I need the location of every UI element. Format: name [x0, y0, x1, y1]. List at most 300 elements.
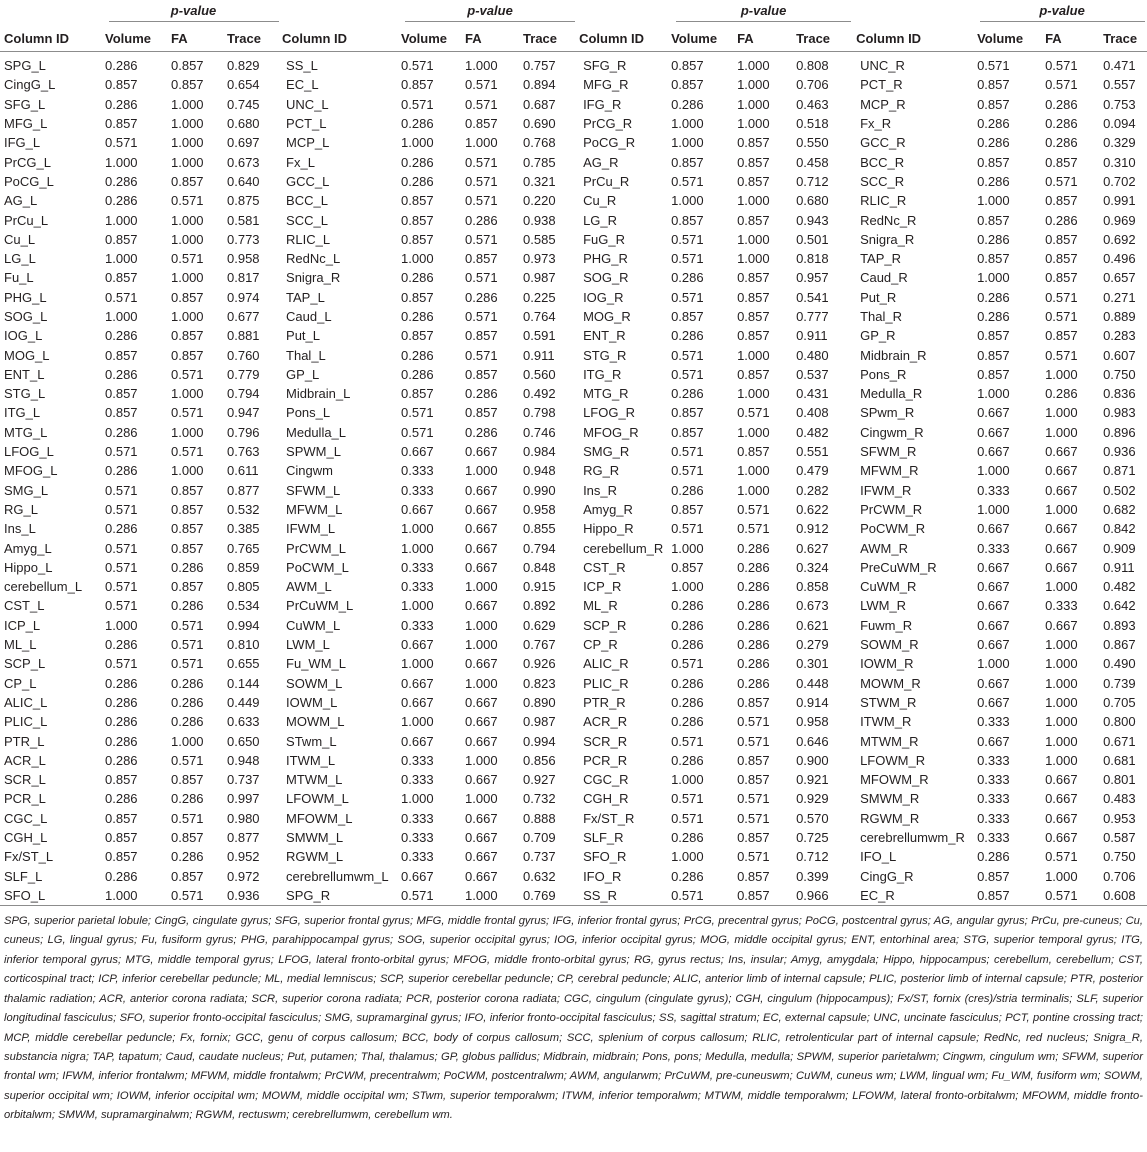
column-id-cell: MTWM_R [860, 733, 919, 749]
column-id-cell: MFG_R [583, 77, 629, 93]
fa-cell: 0.857 [737, 270, 770, 286]
trace-cell: 0.927 [523, 772, 556, 788]
trace-cell: 0.889 [1103, 309, 1136, 324]
column-id-cell: SFG_L [4, 96, 46, 112]
column-id-cell: PreCuWM_R [860, 559, 937, 575]
trace-cell: 0.697 [227, 135, 260, 151]
column-id-cell: PCT_R [860, 77, 903, 93]
fa-cell: 1.000 [737, 424, 770, 440]
volume-cell: 0.571 [671, 521, 704, 537]
fa-cell: 0.571 [171, 617, 204, 633]
trace-cell: 0.737 [227, 772, 260, 788]
column-id-cell: IFO_L [860, 849, 897, 865]
column-id-cell: CGC_R [583, 772, 629, 788]
volume-cell: 0.667 [977, 733, 1010, 749]
volume-cell: 0.333 [977, 830, 1010, 846]
column-id-cell: MCP_L [286, 135, 330, 151]
volume-cell: 0.286 [671, 617, 704, 633]
volume-cell: 0.571 [671, 231, 704, 247]
trace-cell: 0.958 [227, 251, 260, 267]
trace-cell: 0.750 [1103, 849, 1136, 865]
fa-cell: 0.857 [737, 154, 770, 170]
column-id-cell: SPG_R [282, 886, 401, 906]
trace-cell: 0.972 [227, 868, 260, 884]
fa-cell: 1.000 [1045, 637, 1078, 653]
table-row [0, 133, 1147, 152]
column-id-cell: AG_R [583, 154, 619, 170]
volume-cell: 0.286 [401, 116, 434, 132]
volume-cell: 0.286 [671, 637, 704, 653]
volume-cell: 1.000 [671, 772, 704, 788]
table-row [0, 75, 1147, 94]
trace-cell: 0.764 [523, 309, 556, 324]
trace-cell: 0.957 [796, 270, 829, 286]
volume-cell: 0.333 [401, 830, 434, 846]
table-row [0, 809, 1147, 828]
fa-cell: 0.857 [1045, 154, 1078, 170]
column-id-cell: IFWM_R [860, 482, 912, 498]
column-id-cell: ML_L [4, 637, 37, 653]
fa-cell: 1.000 [737, 77, 770, 93]
fa-cell: 1.000 [1045, 733, 1078, 749]
column-id-cell: SPwm_R [860, 405, 915, 421]
table-row [0, 461, 1147, 480]
volume-cell: 0.857 [105, 830, 138, 846]
fa-cell: 1.000 [1045, 868, 1078, 884]
volume-cell: 0.857 [977, 154, 1010, 170]
volume-cell: 0.333 [977, 772, 1010, 788]
table-row [0, 847, 1147, 866]
volume-cell: 0.857 [105, 270, 138, 286]
column-id-cell: SLF_L [4, 868, 43, 884]
trace-cell: 0.496 [1103, 251, 1136, 267]
volume-cell: 0.667 [977, 444, 1010, 460]
table-row [0, 365, 1147, 384]
trace-cell: 0.712 [796, 849, 829, 865]
fa-cell: 0.667 [1045, 617, 1078, 633]
volume-cell: 0.571 [671, 791, 704, 807]
table-body [0, 52, 1147, 906]
trace-cell: 0.282 [796, 482, 829, 498]
fa-cell: 0.667 [465, 830, 498, 846]
fa-header: FA [1045, 25, 1103, 52]
fa-cell: 0.286 [737, 598, 770, 614]
fa-cell: 0.857 [465, 366, 498, 382]
trace-cell: 0.673 [227, 154, 260, 170]
fa-cell: 0.857 [737, 135, 770, 151]
trace-cell: 0.144 [227, 675, 260, 691]
column-id-cell: SCC_R [860, 173, 905, 189]
volume-cell: 0.571 [401, 424, 434, 440]
volume-cell: 1.000 [105, 212, 138, 228]
volume-header: Volume [977, 25, 1045, 52]
column-id-cell: SFG_R [583, 58, 627, 74]
fa-cell: 0.286 [1045, 135, 1078, 151]
fa-cell: 1.000 [737, 231, 770, 247]
volume-cell: 0.286 [105, 868, 138, 884]
fa-cell: 0.571 [171, 656, 204, 672]
column-id-cell: MOG_L [4, 347, 50, 363]
trace-cell: 0.757 [523, 58, 556, 74]
volume-cell: 0.571 [401, 886, 465, 906]
volume-cell: 0.571 [671, 886, 737, 906]
table-row [0, 172, 1147, 191]
fa-cell: 1.000 [737, 96, 770, 112]
volume-cell: 0.667 [977, 617, 1010, 633]
trace-cell: 0.994 [523, 733, 556, 749]
fa-cell: 0.667 [465, 521, 498, 537]
volume-cell: 0.286 [105, 173, 138, 189]
trace-cell: 0.677 [227, 309, 260, 324]
fa-cell: 0.571 [1045, 886, 1103, 906]
table-row [0, 481, 1147, 500]
column-id-cell: Thal_L [286, 347, 326, 363]
trace-cell: 0.534 [227, 598, 260, 614]
trace-cell: 0.502 [1103, 482, 1136, 498]
column-id-cell: LG_L [4, 251, 36, 267]
fa-cell: 1.000 [171, 231, 204, 247]
volume-cell: 0.571 [105, 501, 138, 517]
column-id-cell: Pons_R [860, 366, 907, 382]
trace-cell: 0.702 [1103, 173, 1136, 189]
volume-cell: 0.286 [401, 173, 434, 189]
column-id-cell: PoCWM_R [860, 521, 926, 537]
volume-cell: 0.571 [105, 289, 138, 305]
trace-cell: 0.640 [227, 173, 260, 189]
table-row [0, 345, 1147, 364]
fa-cell: 0.286 [465, 424, 498, 440]
pvalue-group-header: p-value [105, 0, 282, 25]
column-id-cell: SMWM_L [286, 830, 344, 846]
volume-cell: 0.857 [105, 405, 138, 421]
fa-cell: 1.000 [465, 617, 498, 633]
trace-cell: 0.858 [796, 579, 829, 595]
volume-cell: 0.857 [401, 289, 434, 305]
column-id-cell: AWM_L [286, 579, 332, 595]
trace-cell: 0.310 [1103, 154, 1136, 170]
volume-cell: 0.667 [977, 405, 1010, 421]
volume-cell: 0.857 [977, 251, 1010, 267]
volume-cell: 0.857 [105, 116, 138, 132]
column-id-cell: SFWM_R [860, 444, 917, 460]
column-id-cell: ITWM_R [860, 714, 912, 730]
fa-cell: 0.571 [1045, 173, 1078, 189]
table-row [0, 249, 1147, 268]
fa-cell: 0.571 [737, 405, 770, 421]
column-id-cell: ICP_L [4, 617, 41, 633]
table-row [0, 500, 1147, 519]
column-id-cell: PoCG_L [4, 173, 54, 189]
trace-cell: 0.859 [227, 559, 260, 575]
fa-cell: 1.000 [1045, 424, 1078, 440]
volume-cell: 0.286 [105, 752, 138, 768]
volume-cell: 0.286 [671, 482, 704, 498]
column-id-cell: BCC_L [286, 193, 328, 209]
volume-cell: 0.333 [401, 752, 434, 768]
volume-cell: 0.571 [671, 444, 704, 460]
fa-cell: 0.667 [465, 656, 498, 672]
column-id-cell: MFOG_L [4, 463, 58, 479]
volume-cell: 0.857 [977, 347, 1010, 363]
volume-cell: 0.857 [105, 347, 138, 363]
fa-cell: 1.000 [1045, 366, 1078, 382]
fa-cell: 0.857 [465, 116, 498, 132]
fa-cell: 0.286 [465, 289, 498, 305]
fa-cell: 0.571 [171, 193, 204, 209]
column-id-cell: Fuwm_R [860, 617, 913, 633]
volume-cell: 0.286 [671, 752, 704, 768]
column-id-cell: SFWM_L [286, 482, 341, 498]
trace-cell: 0.856 [523, 752, 556, 768]
volume-cell: 0.857 [671, 309, 704, 324]
trace-cell: 0.581 [227, 212, 260, 228]
fa-cell: 0.571 [171, 637, 204, 653]
column-id-cell: UNC_L [286, 96, 329, 112]
fa-cell: 0.667 [465, 868, 498, 884]
fa-cell: 0.667 [465, 714, 498, 730]
trace-cell: 0.912 [796, 521, 829, 537]
fa-cell: 0.571 [737, 849, 770, 865]
fa-cell: 0.857 [737, 830, 770, 846]
trace-cell: 0.980 [227, 810, 260, 826]
column-id-cell: TAP_L [286, 289, 325, 305]
column-id-cell: ENT_R [583, 328, 626, 344]
trace-cell: 0.842 [1103, 521, 1136, 537]
table-row [0, 152, 1147, 171]
column-id-cell: Fx/ST_R [583, 810, 635, 826]
column-id-cell: RedNc_R [860, 212, 917, 228]
fa-cell: 0.286 [1045, 386, 1078, 402]
column-id-cell: LWM_R [860, 598, 907, 614]
pvalue-group-header: p-value [671, 0, 856, 25]
trace-cell: 0.283 [1103, 328, 1136, 344]
fa-cell: 0.667 [1045, 559, 1078, 575]
column-id-cell: PoCG_R [583, 135, 636, 151]
trace-cell: 0.483 [1103, 791, 1136, 807]
trace-cell: 0.855 [523, 521, 556, 537]
column-id-cell: SPWM_L [286, 444, 341, 460]
fa-cell: 0.667 [465, 501, 498, 517]
column-id-cell: Cu_L [4, 231, 36, 247]
volume-cell: 0.857 [671, 77, 704, 93]
trace-cell: 0.893 [1103, 617, 1136, 633]
volume-cell: 0.286 [105, 521, 138, 537]
column-id-cell: ACR_R [583, 714, 628, 730]
volume-cell: 0.286 [977, 173, 1010, 189]
trace-cell: 0.449 [227, 694, 260, 710]
column-id-cell: MFOWM_L [286, 810, 353, 826]
volume-cell: 0.571 [671, 289, 704, 305]
fa-cell: 1.000 [465, 675, 498, 691]
fa-cell: 1.000 [1045, 675, 1078, 691]
volume-cell: 0.286 [105, 328, 138, 344]
fa-cell: 0.667 [1045, 444, 1078, 460]
volume-cell: 0.571 [671, 810, 704, 826]
trace-cell: 0.900 [796, 752, 829, 768]
fa-cell: 0.857 [171, 830, 204, 846]
volume-cell: 0.571 [105, 482, 138, 498]
fa-cell: 0.333 [1045, 598, 1078, 614]
fa-cell: 0.571 [171, 810, 204, 826]
trace-cell: 0.896 [1103, 424, 1136, 440]
fa-cell: 1.000 [465, 135, 498, 151]
table-row [0, 789, 1147, 808]
fa-cell: 0.667 [465, 444, 498, 460]
column-id-cell: SCP_R [583, 617, 627, 633]
trace-cell: 0.632 [523, 868, 556, 884]
trace-cell: 0.739 [1103, 675, 1136, 691]
fa-cell: 0.571 [1045, 849, 1078, 865]
table-row [0, 384, 1147, 403]
table-row [0, 442, 1147, 461]
fa-cell: 1.000 [171, 135, 204, 151]
column-id-cell: FuG_R [583, 231, 625, 247]
column-id-cell: CGC_L [4, 810, 48, 826]
fa-header: FA [171, 25, 227, 52]
trace-cell: 0.646 [796, 733, 829, 749]
fa-cell: 0.571 [171, 444, 204, 460]
fa-cell: 0.571 [465, 154, 498, 170]
volume-cell: 0.286 [671, 830, 704, 846]
table-row [0, 616, 1147, 635]
fa-cell: 0.857 [737, 173, 770, 189]
fa-cell: 0.286 [171, 559, 204, 575]
volume-cell: 0.857 [977, 212, 1010, 228]
column-id-cell: IFWM_L [286, 521, 336, 537]
trace-cell: 0.408 [796, 405, 829, 421]
volume-cell: 0.667 [977, 694, 1010, 710]
trace-cell: 0.952 [227, 849, 260, 865]
fa-cell: 1.000 [171, 386, 204, 402]
trace-cell: 0.969 [1103, 212, 1136, 228]
column-id-cell: MOWM_L [286, 714, 345, 730]
fa-cell: 0.286 [171, 675, 204, 691]
trace-cell: 0.627 [796, 540, 829, 556]
fa-cell: 0.667 [1045, 540, 1078, 556]
table-row [0, 751, 1147, 770]
table-row [0, 403, 1147, 422]
volume-cell: 0.571 [671, 463, 704, 479]
volume-cell: 0.286 [671, 270, 704, 286]
column-id-cell: IOWM_L [286, 694, 338, 710]
column-id-cell: Ins_R [583, 482, 618, 498]
trace-cell: 0.760 [227, 347, 260, 363]
table-row [0, 538, 1147, 557]
trace-cell: 0.911 [523, 347, 555, 363]
column-id-cell: ML_R [583, 598, 618, 614]
trace-cell: 0.994 [227, 617, 260, 633]
trace-cell: 0.801 [1103, 772, 1136, 788]
trace-cell: 0.779 [227, 366, 260, 382]
trace-cell: 0.892 [523, 598, 556, 614]
trace-cell: 0.633 [227, 714, 260, 730]
trace-cell: 0.836 [1103, 386, 1136, 402]
volume-cell: 0.571 [671, 366, 704, 382]
fa-cell: 0.857 [737, 328, 770, 344]
column-id-cell: SOG_L [4, 309, 48, 324]
column-id-cell: CST_R [583, 559, 626, 575]
fa-cell: 0.286 [171, 714, 204, 730]
trace-cell: 0.482 [1103, 579, 1136, 595]
volume-cell: 0.286 [671, 694, 704, 710]
table-row [0, 635, 1147, 654]
column-id-cell: Snigra_R [286, 270, 341, 286]
trace-header: Trace [1103, 25, 1147, 52]
table-row [0, 886, 1147, 906]
trace-cell: 0.987 [523, 714, 556, 730]
column-id-cell: STG_L [4, 386, 46, 402]
volume-cell: 0.333 [977, 714, 1010, 730]
fa-cell: 0.667 [465, 772, 498, 788]
trace-header: Trace [227, 25, 282, 52]
volume-cell: 0.857 [105, 386, 138, 402]
fa-cell: 0.667 [1045, 482, 1078, 498]
fa-cell: 0.571 [171, 366, 204, 382]
trace-cell: 0.848 [523, 559, 556, 575]
fa-cell: 0.286 [171, 791, 204, 807]
trace-cell: 0.767 [523, 637, 556, 653]
trace-cell: 0.936 [227, 886, 282, 906]
column-id-cell: ALIC_L [4, 694, 48, 710]
column-id-cell: SCR_R [583, 733, 628, 749]
fa-cell: 0.857 [737, 289, 770, 305]
column-id-cell: Amyg_L [4, 540, 52, 556]
fa-cell: 0.857 [171, 772, 204, 788]
column-id-cell: SMG_R [583, 444, 630, 460]
column-id-cell: Cu_R [583, 193, 617, 209]
fa-cell: 1.000 [1045, 694, 1078, 710]
volume-cell: 0.286 [105, 424, 138, 440]
trace-cell: 0.823 [523, 675, 556, 691]
volume-cell: 1.000 [105, 617, 138, 633]
trace-cell: 0.385 [227, 521, 260, 537]
volume-cell: 0.286 [671, 598, 704, 614]
volume-cell: 0.333 [977, 482, 1010, 498]
volume-cell: 0.857 [401, 231, 434, 247]
fa-cell: 0.667 [465, 559, 498, 575]
trace-cell: 0.953 [1103, 810, 1136, 826]
fa-cell: 1.000 [171, 154, 204, 170]
column-id-cell: PrCu_L [4, 212, 49, 228]
trace-cell: 0.796 [227, 424, 260, 440]
trace-cell: 0.926 [523, 656, 556, 672]
fa-cell: 1.000 [465, 752, 498, 768]
table-row [0, 558, 1147, 577]
trace-cell: 0.532 [227, 501, 260, 517]
fa-cell: 0.571 [737, 501, 770, 517]
column-header-row [0, 25, 1147, 52]
volume-cell: 0.857 [105, 772, 138, 788]
column-id-cell: CuWM_R [860, 579, 917, 595]
column-id-cell: RGWM_L [286, 849, 344, 865]
fa-cell: 0.857 [737, 366, 770, 382]
column-id-cell: MOWM_R [860, 675, 921, 691]
volume-cell: 0.857 [671, 559, 704, 575]
volume-cell: 1.000 [671, 540, 704, 556]
volume-cell: 0.333 [401, 617, 434, 633]
fa-cell: 0.857 [737, 886, 796, 906]
fa-cell: 1.000 [737, 347, 770, 363]
column-id-cell: PrCWM_R [860, 501, 923, 517]
column-id-cell: Ins_L [4, 521, 36, 537]
fa-cell: 1.000 [1045, 405, 1078, 421]
trace-cell: 0.587 [1103, 830, 1136, 846]
volume-cell: 0.286 [105, 463, 138, 479]
table-row [0, 307, 1147, 326]
column-id-cell: SMWM_R [860, 791, 920, 807]
column-id-cell: Caud_L [286, 309, 332, 324]
volume-cell: 0.286 [105, 733, 138, 749]
